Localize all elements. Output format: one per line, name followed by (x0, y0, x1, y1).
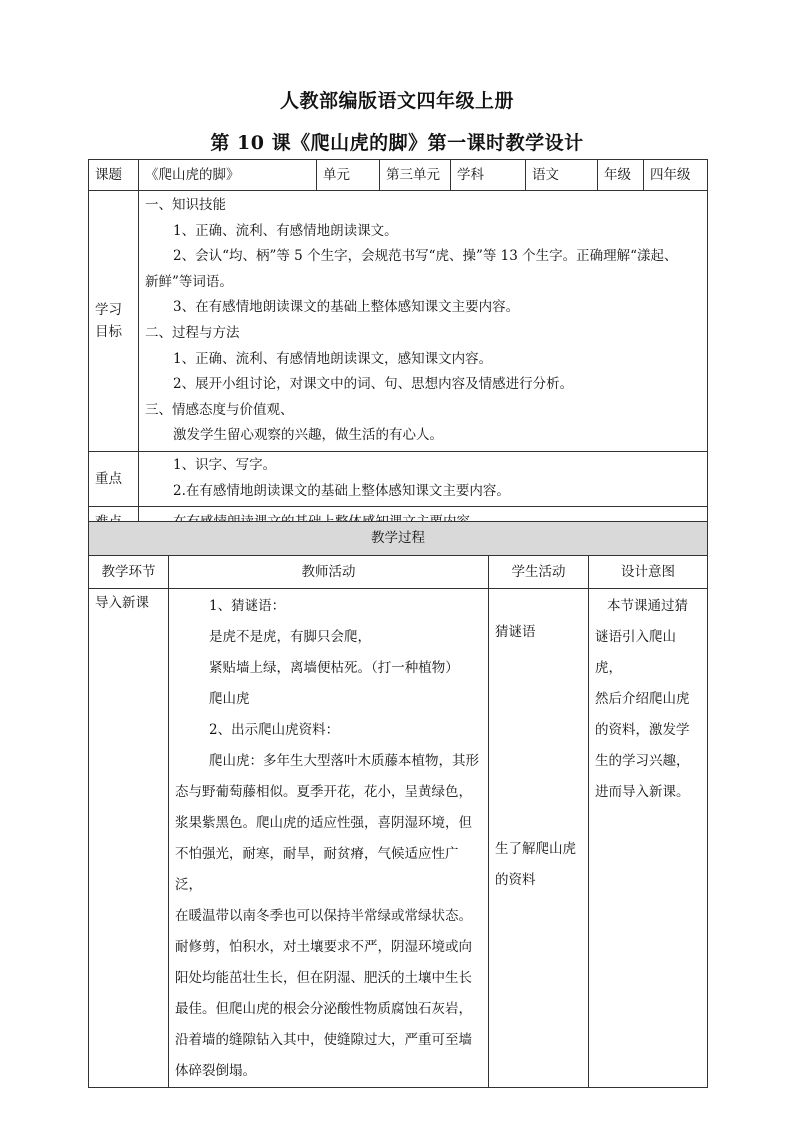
unit-label: 单元 (317, 160, 380, 191)
design-line: 本节课通过猜 (607, 598, 688, 614)
goals-content (139, 191, 708, 452)
key-point-line: 2.在有感情地朗读课文的基础上整体感知课文主要内容。 (173, 482, 510, 499)
goals-label (89, 191, 139, 452)
teacher-line: 是虎不是虎，有脚只会爬， (209, 629, 371, 645)
unit-value: 第三单元 (380, 160, 451, 191)
teacher-line: 态与野葡萄藤相似。夏季开花，花小，呈黄绿色， (175, 784, 472, 800)
key-points-label: 重点 (89, 451, 139, 506)
info-row (89, 160, 708, 191)
student-activity-2-line1: 生了解爬山虎 (495, 841, 576, 857)
grade-value: 四年级 (644, 160, 708, 191)
goal-line: 3、在有感情地朗读课文的基础上整体感知课文主要内容。 (173, 299, 520, 316)
goal-line: 新鲜”等词语。 (145, 273, 233, 290)
teacher-activity-cell (169, 589, 489, 1088)
goals-row (89, 191, 708, 452)
design-line: 的资料，激发学 (595, 722, 690, 738)
teacher-line: 沿着墙的缝隙钻入其中，使缝隙过大，严重可至墙 (175, 1032, 472, 1048)
subject-label: 学科 (451, 160, 526, 191)
col-header-student: 学生活动 (489, 556, 589, 589)
subject-value: 语文 (526, 160, 598, 191)
teacher-line: 爬山虎 (209, 691, 250, 707)
student-activity-1: 猜谜语 (495, 624, 536, 640)
goal-line: 激发学生留心观察的兴趣，做生活的有心人。 (173, 427, 443, 444)
goal-line: 2、展开小组讨论，对课文中的词、句、思想内容及情感进行分析。 (173, 376, 574, 393)
teacher-line: 体碎裂倒塌。 (175, 1063, 256, 1079)
teacher-line: 2、出示爬山虎资料： (209, 722, 340, 738)
goal-line: 1、正确、流利、有感情地朗读课文，感知课文内容。 (173, 350, 493, 367)
teacher-line: 在暖温带以南冬季也可以保持半常绿或常绿状态。 (175, 908, 472, 924)
teacher-line: 耐修剪，怕积水，对土壤要求不严，阴湿环境或向 (175, 939, 472, 955)
key-points-content (139, 451, 708, 506)
teacher-line: 紧贴墙上绿，离墙便枯死。（打一种植物） (209, 660, 459, 676)
process-heading-row (89, 522, 708, 556)
lesson-label: 课题 (89, 160, 139, 191)
grade-label: 年级 (598, 160, 644, 191)
teacher-line: 不怕强光，耐寒，耐旱，耐贫瘠，气候适应性广泛， (175, 846, 459, 893)
lesson-title: 第 10 课《爬山虎的脚》第一课时教学设计 (210, 132, 584, 154)
process-heading: 教学过程 (89, 522, 708, 556)
student-activity-2-line2: 的资料 (495, 872, 536, 888)
stage-cell: 导入新课 (89, 589, 169, 1088)
goal-line: 1、正确、流利、有感情地朗读课文。 (173, 222, 398, 239)
teacher-line: 爬山虎：多年生大型落叶木质藤本植物，其形 (209, 753, 479, 769)
goal-line: 2、会认“均、柄”等 5 个生字，会规范书写“虎、操”等 13 个生字。正确理解“漾起、 (173, 248, 678, 265)
goals-label-line2: 目标 (95, 323, 122, 340)
design-line: 谜语引入爬山虎， (595, 629, 676, 676)
teacher-line: 浆果紫黑色。爬山虎的适应性强，喜阴湿环境，但 (175, 815, 472, 831)
design-line: 进而导入新课。 (595, 784, 690, 800)
design-line: 然后介绍爬山虎 (595, 691, 690, 707)
goal-line: 一、知识技能 (145, 197, 226, 213)
lesson-value: 《爬山虎的脚》 (139, 160, 317, 191)
lesson-info-table (88, 159, 708, 538)
teacher-line: 最佳。但爬山虎的根会分泌酸性物质腐蚀石灰岩， (175, 1001, 472, 1017)
goal-line: 三、情感态度与价值观、 (145, 401, 294, 418)
process-row (89, 589, 708, 1088)
student-activity-cell (489, 589, 589, 1088)
goals-label-line1: 学习 (95, 301, 122, 318)
col-header-stage: 教学环节 (89, 556, 169, 589)
process-header-row (89, 556, 708, 589)
document-title: 人教部编版语文四年级上册 (279, 90, 514, 112)
design-line: 生的学习兴趣， (595, 753, 690, 769)
key-point-line: 1、识字、写字。 (173, 457, 277, 474)
col-header-design: 设计意图 (589, 556, 708, 589)
teaching-process-table (88, 521, 708, 1088)
col-header-teacher: 教师活动 (169, 556, 489, 589)
key-points-row (89, 451, 708, 506)
teacher-line: 阳处均能茁壮生长，但在阴湿、肥沃的土壤中生长 (175, 970, 472, 986)
teacher-line: 1、猜谜语： (209, 598, 286, 614)
goal-line: 二、过程与方法 (145, 324, 240, 341)
design-intent-cell (589, 589, 708, 1088)
